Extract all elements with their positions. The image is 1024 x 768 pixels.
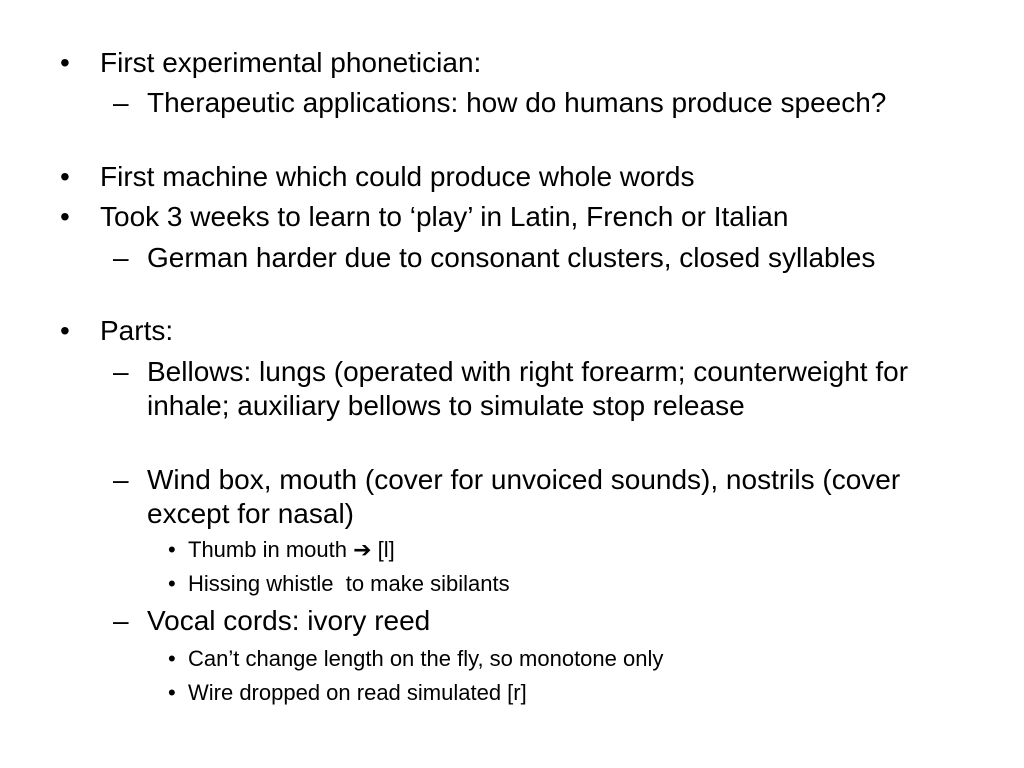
subsubbullet-text: Hissing whistle to make sibilants (188, 571, 510, 596)
subsubbullet-thumb-in-mouth (168, 536, 768, 565)
subbullet-therapeutic-applications (113, 86, 973, 120)
bullet-first-machine (60, 160, 960, 194)
bullet-took-3-weeks (60, 200, 980, 234)
subbullet-text: Bellows: lungs (operated with right forearm; counterweight for inhale; auxiliary bellows to simulate stop release (147, 356, 909, 421)
dash-marker: – (113, 87, 129, 118)
subbullet-text: Vocal cords: ivory reed (147, 605, 431, 636)
bullet-marker: • (168, 571, 176, 596)
dash-marker: – (113, 242, 129, 273)
text-after-arrow: [l] (371, 537, 395, 562)
dash-marker: – (113, 605, 129, 636)
bullet-marker: • (168, 646, 176, 671)
bullet-text: Took 3 weeks to learn to ‘play’ in Latin, French or Italian (100, 201, 789, 232)
subbullet-text: German harder due to consonant clusters, closed syllables (147, 242, 876, 273)
bullet-marker: • (60, 47, 70, 78)
subsubbullet-text: Can’t change length on the fly, so monotone only (188, 646, 664, 671)
bullet-marker: • (60, 201, 70, 232)
bullet-text: First machine which could produce whole words (100, 161, 695, 192)
bullet-marker: • (60, 161, 70, 192)
text-before-arrow: Thumb in mouth (188, 537, 354, 562)
subbullet-text: Therapeutic applications: how do humans produce speech? (147, 87, 887, 118)
subsubbullet-hissing-whistle (168, 570, 768, 598)
subsubbullet-text (188, 536, 395, 565)
subbullet-wind-box (113, 463, 993, 531)
bullet-marker: • (168, 537, 176, 562)
subbullet-vocal-cords (113, 604, 993, 638)
bullet-marker: • (168, 680, 176, 705)
bullet-first-experimental-phonetician (60, 46, 960, 80)
bullet-parts (60, 314, 960, 348)
dash-marker: – (113, 356, 129, 387)
subsubbullet-wire-dropped (168, 679, 868, 707)
subsubbullet-cant-change-length (168, 645, 868, 673)
bullet-text: Parts: (100, 315, 174, 346)
subbullet-bellows (113, 355, 993, 423)
subsubbullet-text: Wire dropped on read simulated [r] (188, 680, 527, 705)
right-arrow-icon: ➔ (353, 538, 372, 563)
subbullet-german-harder (113, 241, 973, 275)
bullet-text: First experimental phonetician: (100, 47, 482, 78)
dash-marker: – (113, 464, 129, 495)
bullet-marker: • (60, 315, 70, 346)
subbullet-text: Wind box, mouth (cover for unvoiced sounds), nostrils (cover except for nasal) (147, 464, 901, 529)
